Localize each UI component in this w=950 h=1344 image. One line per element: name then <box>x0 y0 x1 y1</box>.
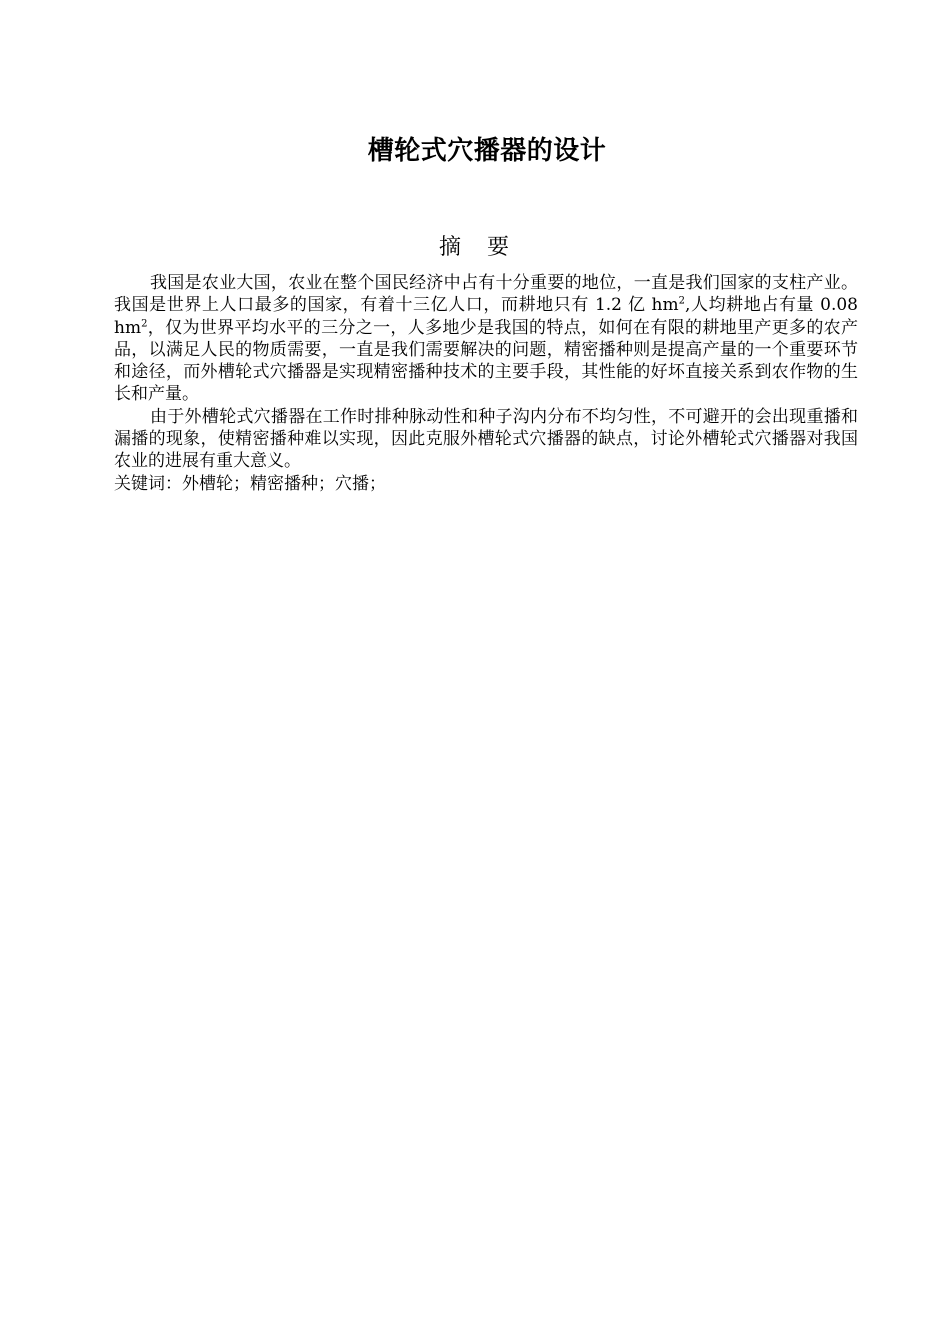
keywords-line <box>114 473 858 495</box>
abstract-heading: 摘要 <box>438 235 535 260</box>
abstract-body <box>114 272 858 495</box>
paragraph-1-text-a: 我国是农业大国，农业在整个国民经济中占有十分重要的地位，一直是我们国家的支柱产业。我国是世界上人口最多的国家，有着十三亿人口，而耕地只有 1.2 亿 hm <box>114 273 858 316</box>
paragraph-1-text-b: ,人均耕地占有量 0.08 hm <box>114 295 858 338</box>
document-title: 槽轮式穴播器的设计 <box>367 136 607 166</box>
keywords-label: 关键词： <box>114 473 182 494</box>
paragraph-1-text-c: ，仅为世界平均水平的三分之一，人多地少是我国的特点，如何在有限的耕地里产更多的农产品，以满足人民的物质需要，一直是我们需要解决的问题，精密播种则是提高产量的一个重要环节和途径，而外槽轮式穴播器是实现精密播种技术的主要手段，其性能的好坏直接关系到农作物的生长和产量。 <box>114 317 858 405</box>
superscript-2: 2 <box>678 295 685 307</box>
keywords-value: 外槽轮；精密播种；穴播； <box>182 473 386 494</box>
superscript-2: 2 <box>141 317 148 329</box>
abstract-paragraph-2: 由于外槽轮式穴播器在工作时排种脉动性和种子沟内分布不均匀性，不可避开的会出现重播和漏播的现象，使精密播种难以实现，因此克服外槽轮式穴播器的缺点，讨论外槽轮式穴播器对我国农业的进展有重大意义。 <box>114 406 858 472</box>
abstract-paragraph-1 <box>114 272 858 406</box>
